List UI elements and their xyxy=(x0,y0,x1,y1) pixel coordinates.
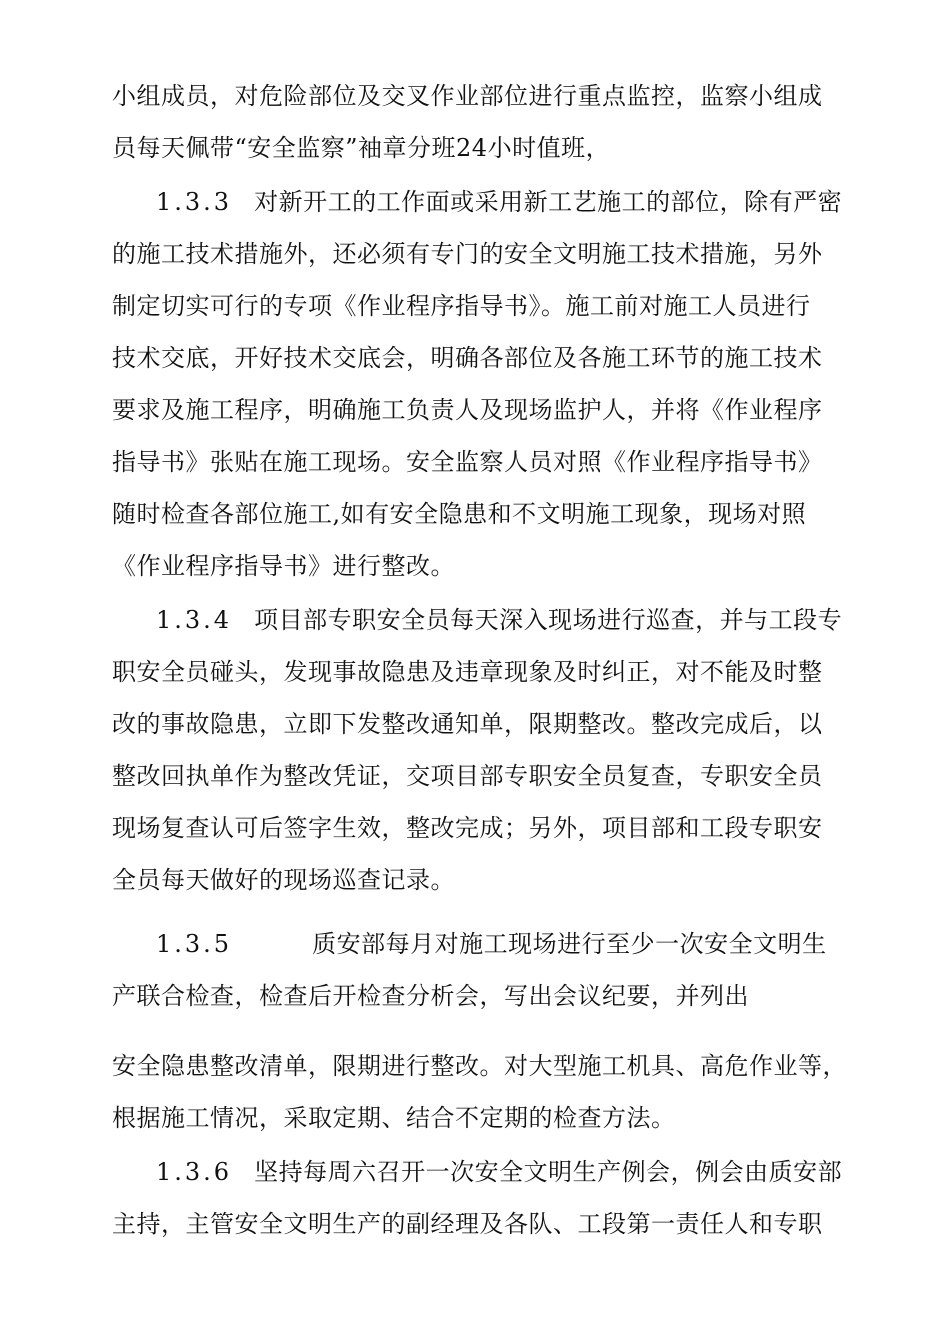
text-line: 产联合检查，检查后开检查分析会，写出会议纪要，并列出 xyxy=(112,982,749,1010)
text-line: 指导书》张贴在施工现场。安全监察人员对照《作业程序指导书》 xyxy=(112,448,823,476)
text-line: 安全隐患整改清单，限期进行整改。对大型施工机具、高危作业等， xyxy=(112,1052,847,1080)
text-line: 现场复查认可后签字生效，整改完成；另外，项目部和工段专职安 xyxy=(112,814,823,842)
paragraph-1-3-3-first-line xyxy=(156,186,842,218)
section-number: 1.3.4 xyxy=(156,606,233,634)
text-line: 制定切实可行的专项《作业程序指导书》。施工前对施工人员进行 xyxy=(112,292,811,320)
paragraph-1-3-4-first-line xyxy=(156,604,842,636)
text-line: 根据施工情况，采取定期、结合不定期的检查方法。 xyxy=(112,1104,676,1132)
text-line: 质安部每月对施工现场进行至少一次安全文明生 xyxy=(312,930,827,958)
text-line: 的施工技术措施外，还必须有专门的安全文明施工技术措施，另外 xyxy=(112,240,823,268)
text-line: 技术交底，开好技术交底会，明确各部位及各施工环节的施工技术 xyxy=(112,344,823,372)
text-line: 随时检查各部位施工,如有安全隐患和不文明施工现象，现场对照 xyxy=(112,500,807,528)
text-line: 《作业程序指导书》进行整改。 xyxy=(112,552,455,580)
section-number: 1.3.5 xyxy=(156,930,233,958)
text-line: 改的事故隐患，立即下发整改通知单，限期整改。整改完成后，以 xyxy=(112,710,823,738)
text-line: 全员每天做好的现场巡查记录。 xyxy=(112,866,455,894)
section-number: 1.3.6 xyxy=(156,1158,233,1186)
text-line: 对新开工的工作面或采用新工艺施工的部位，除有严密 xyxy=(254,188,843,216)
text-line: 主持，主管安全文明生产的副经理及各队、工段第一责任人和专职 xyxy=(112,1210,823,1238)
text-line: 职安全员碰头，发现事故隐患及违章现象及时纠正，对不能及时整 xyxy=(112,658,823,686)
text-line: 坚持每周六召开一次安全文明生产例会，例会由质安部 xyxy=(254,1158,843,1186)
text-line: 整改回执单作为整改凭证，交项目部专职安全员复查，专职安全员 xyxy=(112,762,823,790)
section-number: 1.3.3 xyxy=(156,188,233,216)
text-line: 要求及施工程序，明确施工负责人及现场监护人，并将《作业程序 xyxy=(112,396,823,424)
text-line: 小组成员，对危险部位及交叉作业部位进行重点监控，监察小组成 xyxy=(112,82,823,110)
text-line: 员每天佩带“安全监察”袖章分班24小时值班， xyxy=(112,134,611,162)
paragraph-1-3-5-first-line xyxy=(156,928,827,960)
paragraph-1-3-6-first-line xyxy=(156,1156,842,1188)
text-line: 项目部专职安全员每天深入现场进行巡查，并与工段专 xyxy=(254,606,843,634)
